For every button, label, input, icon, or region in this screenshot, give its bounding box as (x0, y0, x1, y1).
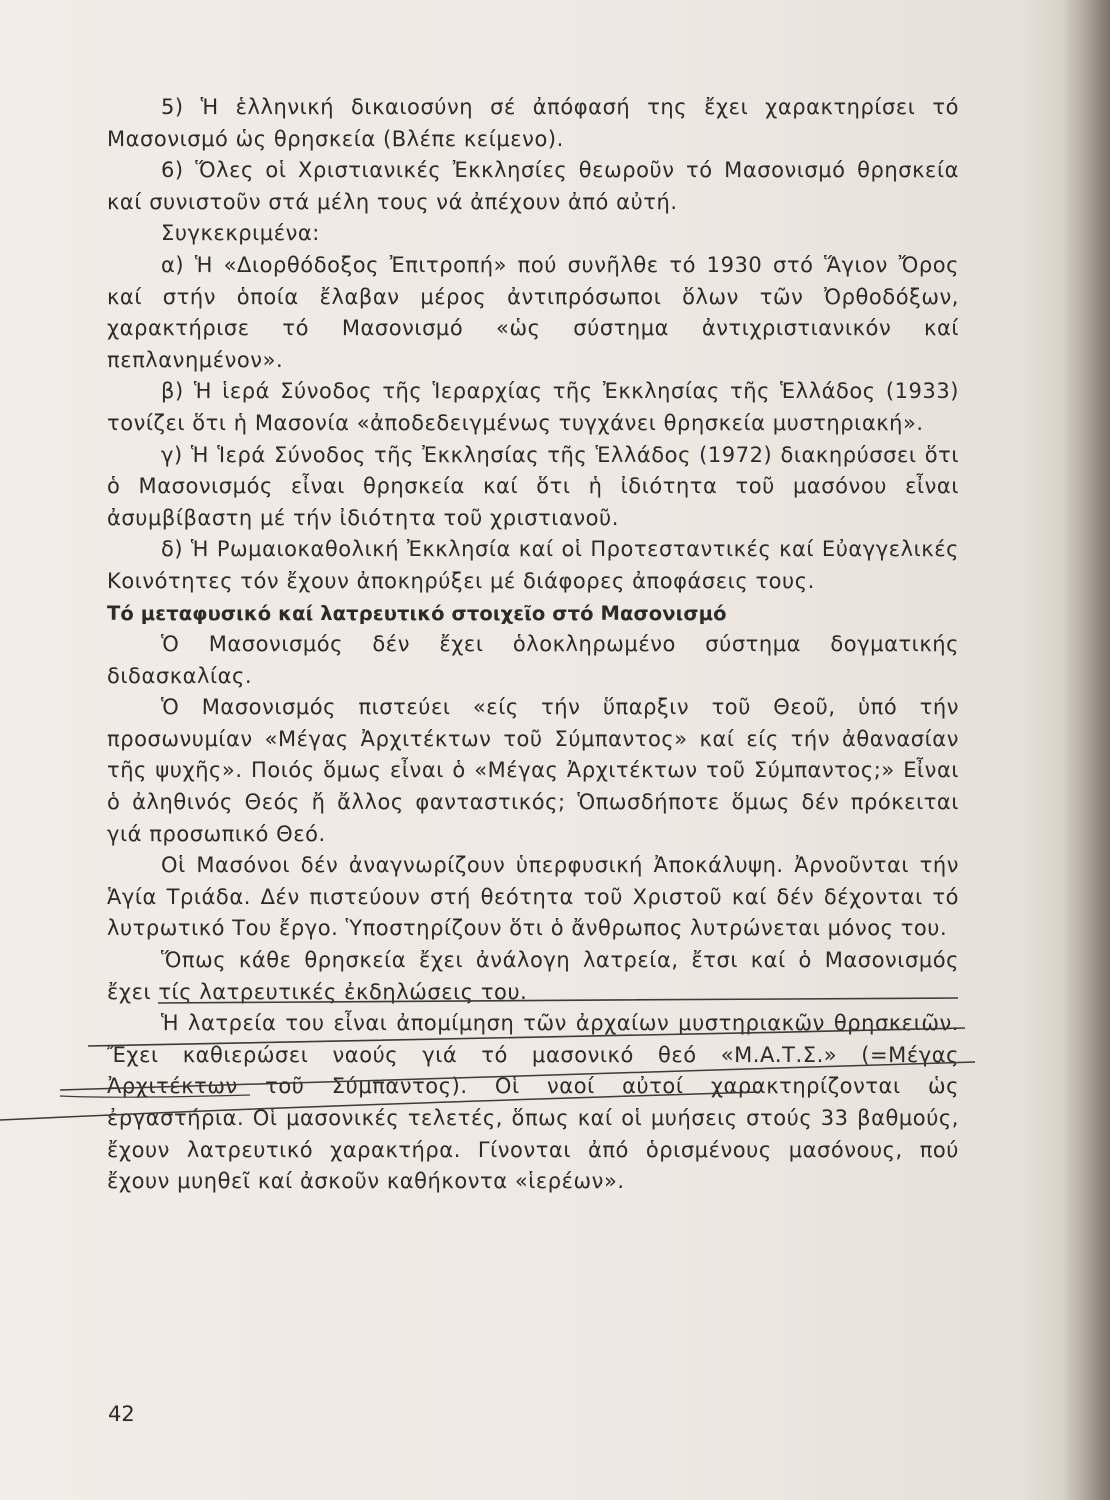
paragraph: Ὅπως κάθε θρησκεία ἔχει ἀνάλογη λατρεία, ἔτσι καί ὁ Μασονισμός ἔχει τίς λατρευτικές ἐκδηλώσεις του. (107, 948, 959, 1004)
paragraph: δ) Ἡ Ρωμαιοκαθολική Ἐκκλησία καί οἱ Προτεσταντικές καί Εὐαγγελικές Κοινότητες τόν ἔχουν ἀποκηρύξει μέ διάφορες ἀποφάσεις τους. (107, 537, 959, 593)
paragraph: α) Ἡ «Διορθόδοξος Ἐπιτροπή» πού συνῆλθε τό 1930 στό Ἅγιον Ὄρος καί στήν ὁποία ἔλαβαν μέρος ἀντιπρόσωποι ὅλων τῶν Ὀρθοδόξων, χαρακτήρισε τό Μασονισμό «ὡς σύστημα ἀντιχριστιανικόν καί πεπλανημένον». (107, 252, 959, 372)
paragraph: Συγκεκριμένα: (161, 221, 320, 246)
book-spine-shadow (1062, 0, 1110, 1500)
section-heading: Τό μεταφυσικό καί λατρευτικό στοιχεῖο στό Μασονισμό (107, 601, 727, 625)
body-text (107, 92, 959, 1198)
paragraph: 5) Ἡ ἑλληνική δικαιοσύνη σέ ἀπόφασή της ἔχει χαρακτηρίσει τό Μασονισμό ὡς θρησκεία (Βλέπε κείμενο). (107, 95, 959, 151)
page-number: 42 (108, 1402, 135, 1426)
paragraph: Ἡ λατρεία του εἶναι ἀπομίμηση τῶν ἀρχαίων μυστηριακῶν θρησκειῶν. Ἔχει καθιερώσει ναούς γιά τό μασονικό θεό «Μ.Α.Τ.Σ.» (=Μέγας Ἀρχιτέκτων τοῦ Σύμπαντος). Οἱ ναοί αὐτοί χαρακτηρίζονται ὡς ἐργαστήρια. Οἱ μασονικές τελετές, ὅπως καί οἱ μυήσεις στούς 33 βαθμούς, ἔχουν λατρευτικό χαρακτήρα. Γίνονται ἀπό ὁρισμένους μασόνους, πού ἔχουν μυηθεῖ καί ἀσκοῦν καθήκοντα «ἱερέων». (107, 1011, 959, 1194)
paragraph: β) Ἡ ἱερά Σύνοδος τῆς Ἱεραρχίας τῆς Ἐκκλησίας τῆς Ἑλλάδος (1933) τονίζει ὅτι ἡ Μασονία «ἀποδεδειγμένως τυγχάνει θρησκεία μυστηριακή». (107, 379, 959, 435)
underlined-paragraph: Οἱ Μασόνοι δέν ἀναγνωρίζουν ὑπερφυσική Ἀποκάλυψη. Ἀρνοῦνται τήν Ἁγία Τριάδα. Δέν πιστεύουν στή θεότητα τοῦ Χριστοῦ καί δέν δέχονται τό λυτρωτικό Του ἔργο. Ὑποστηρίζουν ὅτι ὁ ἄνθρωπος λυτρώνεται μόνος του. (107, 853, 959, 941)
paragraph: Ὁ Μασονισμός δέν ἔχει ὁλοκληρωμένο σύστημα δογματικής διδασκαλίας. (107, 632, 959, 688)
paragraph: γ) Ἡ Ἱερά Σύνοδος τῆς Ἐκκλησίας τῆς Ἑλλάδος (1972) διακηρύσσει ὅτι ὁ Μασονισμός εἶναι θρησκεία καί ὅτι ἡ ἰδιότητα τοῦ μασόνου εἶναι ἀσυμβίβαστη μέ τήν ἰδιότητα τοῦ χριστιανοῦ. (107, 442, 959, 530)
paragraph: 6) Ὅλες οἱ Χριστιανικές Ἐκκλησίες θεωροῦν τό Μασονισμό θρησκεία καί συνιστοῦν στά μέλη τους νά ἀπέχουν ἀπό αὐτή. (107, 158, 959, 214)
paragraph: Ὁ Μασονισμός πιστεύει «είς τήν ὕπαρξιν τοῦ Θεοῦ, ὑπό τήν προσωνυμίαν «Μέγας Ἀρχιτέκτων τοῦ Σύμπαντος» καί είς τήν ἀθανασίαν τῆς ψυχῆς». Ποιός ὅμως εἶναι ὁ «Μέγας Ἀρχιτέκτων τοῦ Σύμπαντος;» Εἶναι ὁ ἀληθινός Θεός ἤ ἄλλος φανταστικός; Ὁπωσδήποτε ὅμως δέν πρόκειται γιά προσωπικό Θεό. (107, 695, 959, 846)
